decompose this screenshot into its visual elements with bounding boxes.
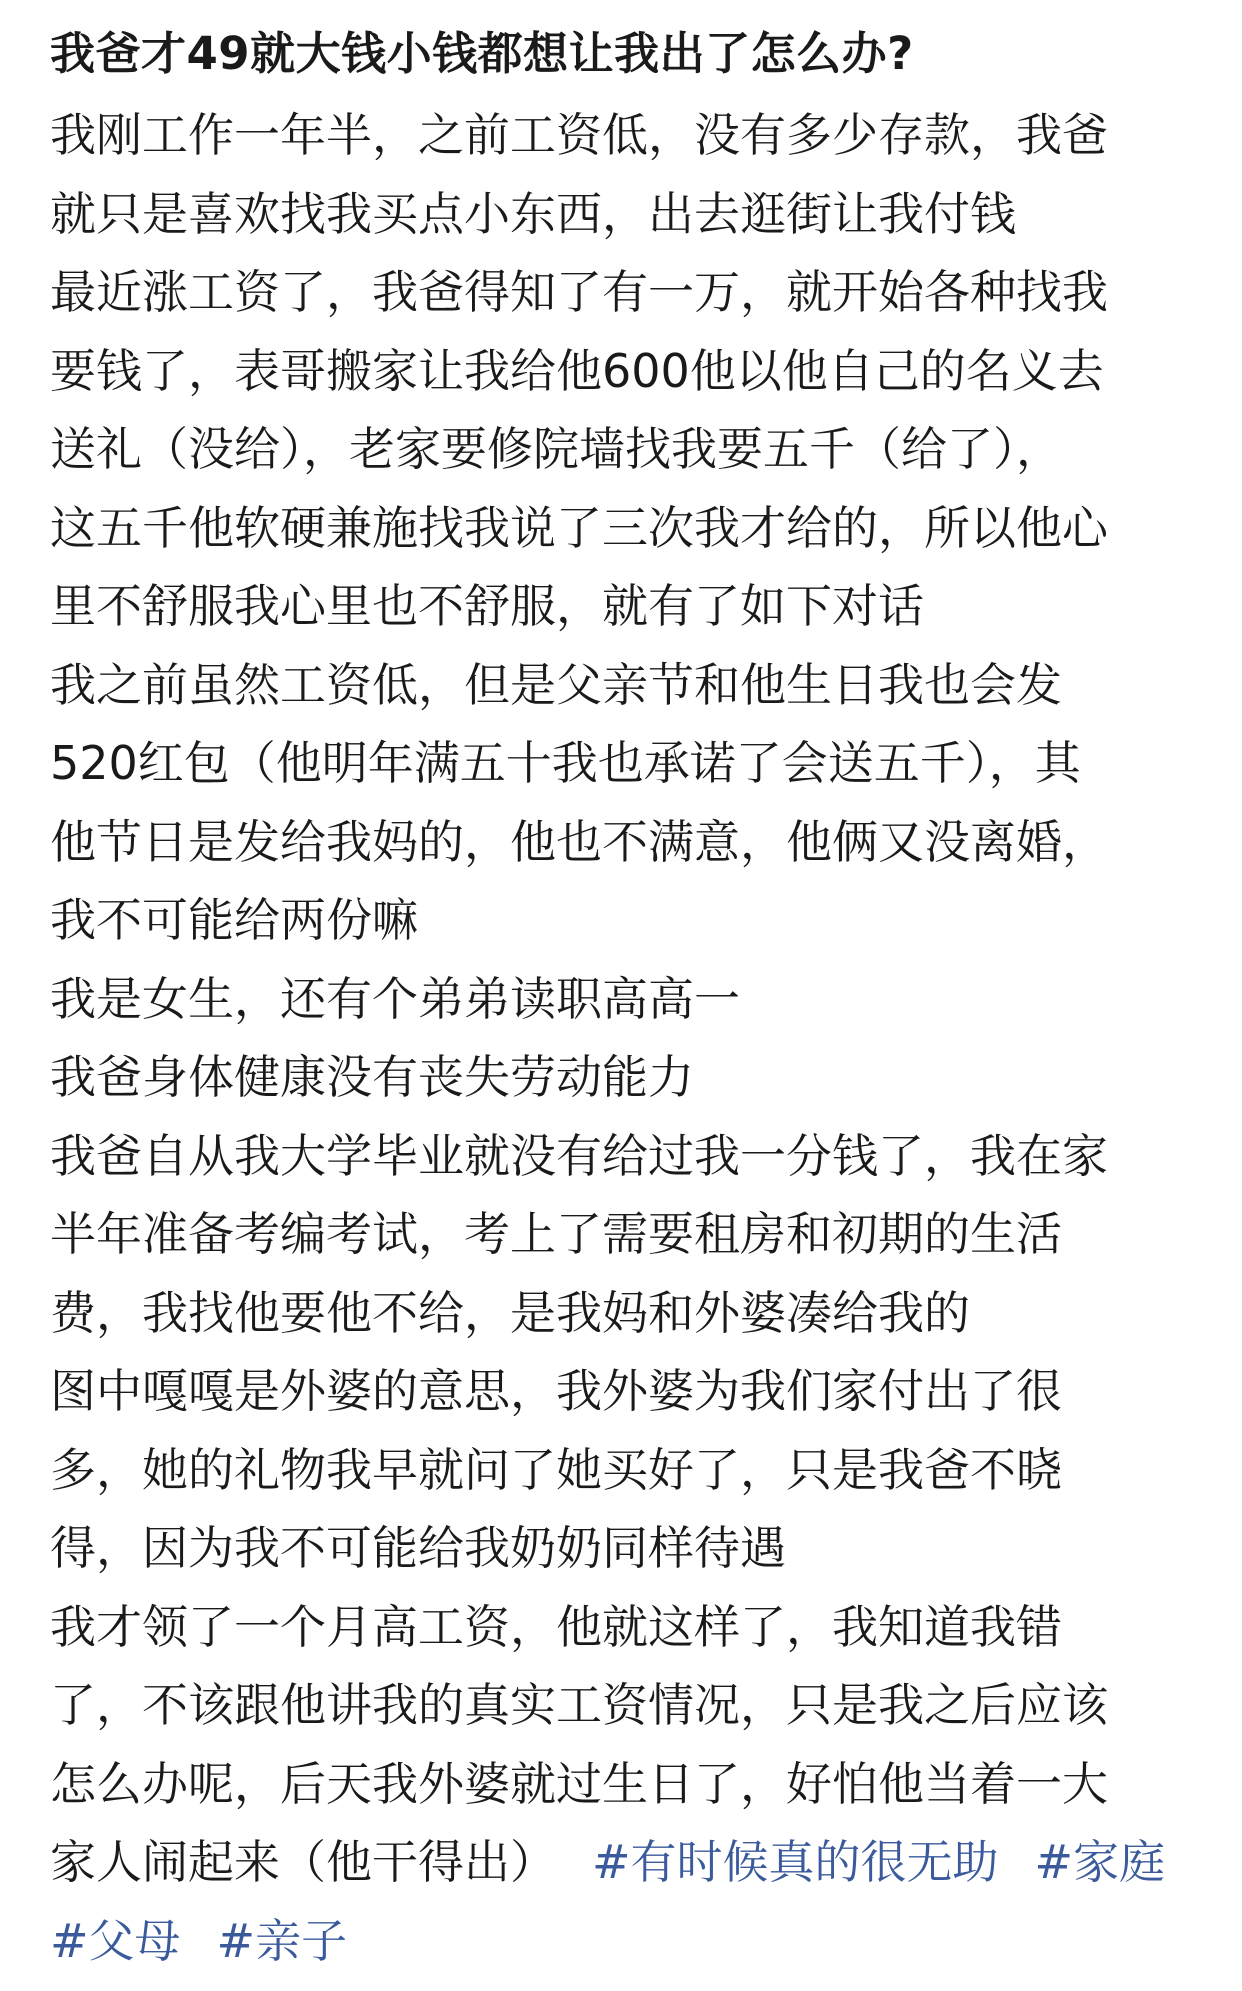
paragraph-4: 我是女生，还有个弟弟读职高高一 [50, 971, 740, 1026]
paragraph-5: 我爸身体健康没有丧失劳动能力 [50, 1050, 694, 1104]
paragraph-6: 我爸自从我大学毕业就没有给过我一分钱了，我在家 半年准备考编考试，考上了需要租房和初期的生活 费，我找他要他不给，是我妈和外婆凑给我的 [50, 1128, 1108, 1340]
hashtag-parents[interactable]: #父母 [50, 1913, 181, 1968]
paragraph-1: 我刚工作一年半，之前工资低，没有多少存款，我爸 就只是喜欢找我买点小东西，出去逛街让我付钱 [50, 108, 1108, 241]
last-line-with-hashtags [50, 1823, 1212, 1902]
post-title: 我爸才49就大钱小钱都想让我出了怎么办? [50, 27, 914, 80]
hashtag-parent-child[interactable]: #亲子 [216, 1913, 348, 1968]
paragraph-2: 最近涨工资了，我爸得知了有一万，就开始各种找我 要钱了，表哥搬家让我给他600他以他自己的名义去 送礼（没给），老家要修院墙找我要五千（给了）， 这五千他软硬兼施找我说了三次我才给的，所以他心 里不舒服我心里也不舒服，就有了如下对话 [50, 265, 1108, 633]
post-body [50, 96, 1212, 1980]
paragraph-3: 我之前虽然工资低，但是父亲节和他生日我也会发 520红包（他明年满五十我也承诺了会送五千），其 他节日是发给我妈的，他也不满意，他俩又没离婚， 我不可能给两份嘛 [50, 657, 1108, 947]
last-line-text: 家人闹起来（他干得出） [50, 1835, 556, 1889]
paragraph-8: 我才领了一个月高工资，他就这样了，我知道我错 了，不该跟他讲我的真实工资情况，只是我之后应该 怎么办呢，后天我外婆就过生日了，好怕他当着一大 [50, 1599, 1108, 1811]
hashtag-family[interactable]: #家庭 [1034, 1835, 1166, 1889]
hashtag-helpless[interactable]: #有时候真的很无助 [592, 1835, 999, 1889]
paragraph-7: 图中嘎嘎是外婆的意思，我外婆为我们家付出了很 多，她的礼物我早就问了她买好了，只是我爸不晓 得，因为我不可能给我奶奶同样待遇 [50, 1364, 1062, 1575]
hashtag-line [50, 1902, 1212, 1981]
